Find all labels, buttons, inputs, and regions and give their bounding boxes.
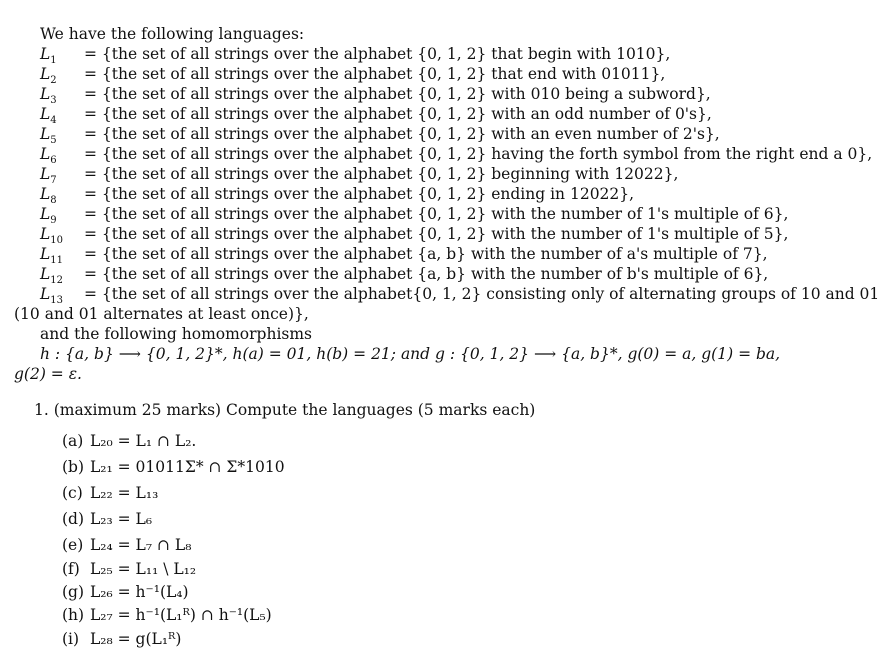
intro-text: We have the following languages: xyxy=(40,25,305,43)
subquestion-item: (c) L₂₂ = L₁₃ xyxy=(62,484,159,502)
language-def: $L_3 = \{the$ set of all strings over the alphabet {0, 1, 2} with 010 being a subword}, xyxy=(40,85,711,107)
language-def: $L_{13} = \{the$ set of all strings over the alphabet{0, 1, 2} consisting only of alternating groups of 10 and 01 xyxy=(40,285,879,307)
l13-continuation: (10 and 01 alternates at least once)}, xyxy=(14,305,309,323)
homomorphisms-definition-cont: g(2) = ε. xyxy=(14,365,82,383)
subquestion-item: (i) L₂₈ = g(L₁ᴿ) xyxy=(62,630,182,648)
subquestion-item: (h) L₂₇ = h⁻¹(L₁ᴿ) ∩ h⁻¹(L₅) xyxy=(62,606,272,624)
language-def: $L_{10} = \{the$ set of all strings over the alphabet {0, 1, 2} with the number of 1's multiple of 5}, xyxy=(40,225,789,247)
language-def: $L_5 = \{the$ set of all strings over the alphabet {0, 1, 2} with an even number of 2's}, xyxy=(40,125,720,147)
language-def: $L_4 = \{the$ set of all strings over the alphabet {0, 1, 2} with an odd number of 0's}, xyxy=(40,105,712,127)
subquestion-item: (d) L₂₃ = L₆ xyxy=(62,510,153,528)
language-def: $L_8 = \{the$ set of all strings over the alphabet {0, 1, 2} ending in 12022}, xyxy=(40,185,635,207)
language-def: $L_2 = \{the$ set of all strings over the alphabet {0, 1, 2} that end with 01011}, xyxy=(40,65,666,87)
language-def: $L_1 = \{the$ set of all strings over the alphabet {0, 1, 2} that begin with 1010}, xyxy=(40,45,671,67)
subquestion-item: (g) L₂₆ = h⁻¹(L₄) xyxy=(62,583,189,601)
subquestion-item: (f) L₂₅ = L₁₁ \ L₁₂ xyxy=(62,560,197,578)
language-def: $L_{12} = \{the$ set of all strings over the alphabet {a, b} with the number of b's multiple of 6}, xyxy=(40,265,769,287)
subquestion-item: (b) L₂₁ = 01011Σ* ∩ Σ*1010 xyxy=(62,458,285,476)
language-def: $L_6 = \{the$ set of all strings over the alphabet {0, 1, 2} having the forth symbol from the right end a 0}, xyxy=(40,145,873,167)
language-def: $L_7 = \{the$ set of all strings over the alphabet {0, 1, 2} beginning with 12022}, xyxy=(40,165,679,187)
subquestion-item: (e) L₂₄ = L₇ ∩ L₈ xyxy=(62,536,192,554)
homomorphisms-definition: h : {a, b} ⟶ {0, 1, 2}*, h(a) = 01, h(b) = 21; and g : {0, 1, 2} ⟶ {a, b}*, g(0) = a, g(1) = ba, xyxy=(40,345,781,363)
language-def: $L_9 = \{the$ set of all strings over the alphabet {0, 1, 2} with the number of 1's multiple of 6}, xyxy=(40,205,789,227)
language-def: $L_{11} = \{the$ set of all strings over the alphabet {a, b} with the number of a's multiple of 7}, xyxy=(40,245,768,267)
subquestion-item: (a) L₂₀ = L₁ ∩ L₂. xyxy=(62,432,197,450)
question-heading: 1. (maximum 25 marks) Compute the languages (5 marks each) xyxy=(34,401,536,419)
homomorphisms-intro: and the following homomorphisms xyxy=(40,325,313,343)
